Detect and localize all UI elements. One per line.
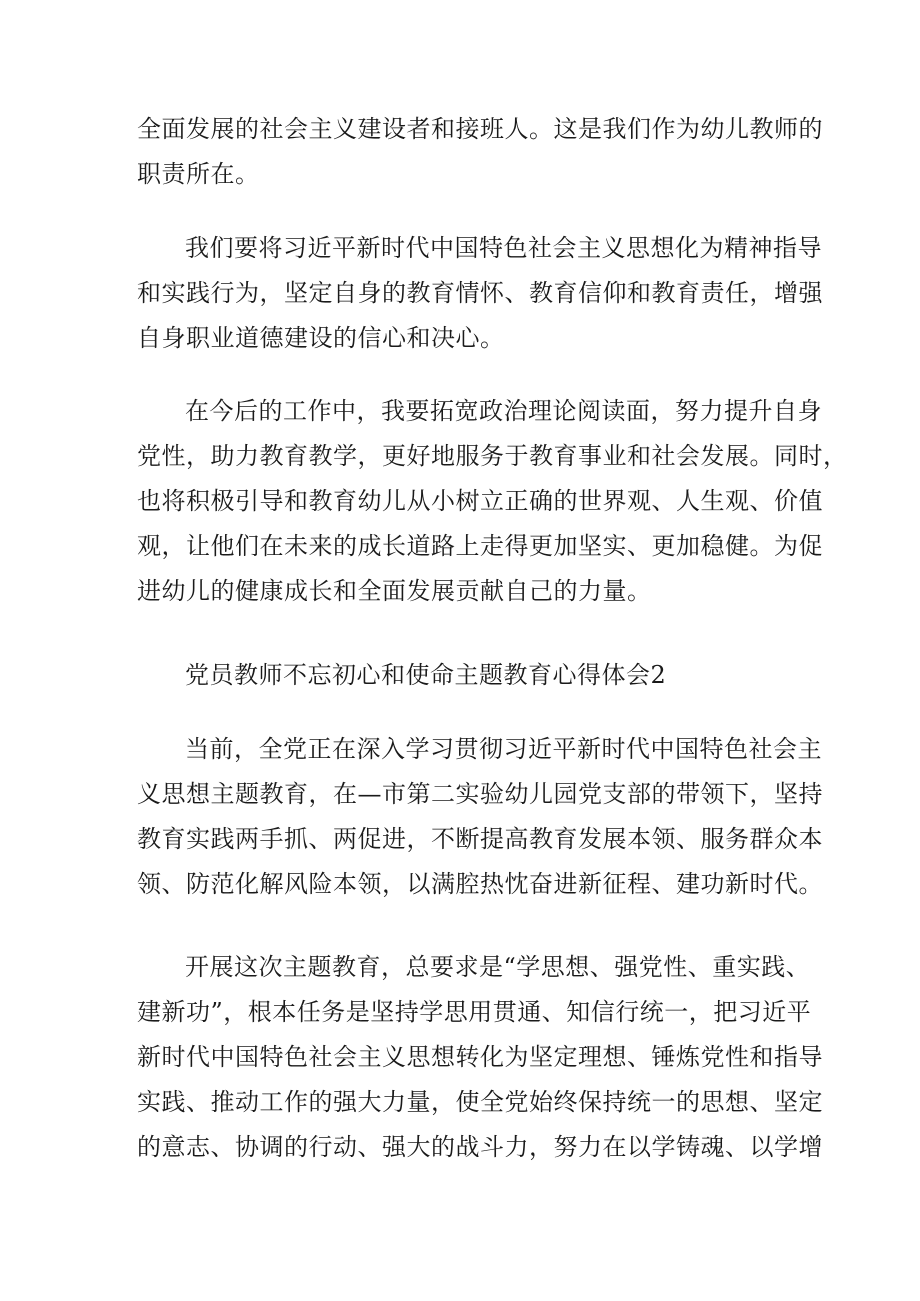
paragraph-line: 实践、推动工作的强大力量，使全党始终保持统一的思想、坚定 — [137, 1088, 823, 1116]
paragraph-line: 也将积极引导和教育幼儿从小树立正确的世界观、人生观、价值 — [137, 487, 823, 515]
paragraph-line: 自身职业道德建设的信心和决心。 — [137, 324, 505, 352]
paragraph-line: 领、防范化解风险本领，以满腔热忱奋进新征程、建功新时代。 — [137, 870, 823, 898]
paragraph-line: 观，让他们在未来的成长道路上走得更加坚实、更加稳健。为促 — [137, 532, 823, 560]
paragraph-line: 和实践行为，坚定自身的教育情怀、教育信仰和教育责任，增强 — [137, 279, 823, 307]
paragraph-line: 我们要将习近平新时代中国特色社会主义思想化为精神指导 — [185, 234, 822, 262]
paragraph-line: 当前，全党正在深入学习贯彻习近平新时代中国特色社会主 — [185, 735, 822, 763]
paragraph-line: 在今后的工作中，我要拓宽政治理论阅读面，努力提升自身 — [185, 397, 822, 425]
section-heading — [137, 653, 785, 698]
paragraph-line: 全面发展的社会主义建设者和接班人。这是我们作为幼儿教师的 — [137, 115, 823, 143]
paragraph-1 — [137, 107, 823, 197]
paragraph-line: 教育实践两手抓、两促进，不断提高教育发展本领、服务群众本 — [137, 825, 823, 853]
paragraph-line: 义思想主题教育，在—市第二实验幼儿园党支部的带领下，坚持 — [137, 780, 823, 808]
paragraph-line: 职责所在。 — [137, 160, 260, 188]
paragraph-line: 开展这次主题教育，总要求是“学思想、强党性、重实践、 — [185, 953, 811, 981]
section-heading-text: 党员教师不忘初心和使命主题教育心得体会2 — [185, 661, 667, 689]
paragraph-line: 新时代中国特色社会主义思想转化为坚定理想、锤炼党性和指导 — [137, 1043, 823, 1071]
paragraph-line: 党性，助力教育教学，更好地服务于教育事业和社会发展。同时， — [137, 442, 848, 470]
paragraph-5 — [137, 727, 823, 907]
paragraph-line: 进幼儿的健康成长和全面发展贡献自己的力量。 — [137, 577, 652, 605]
paragraph-line: 建新功”，根本任务是坚持学思用贯通、知信行统一，把习近平 — [137, 998, 812, 1026]
paragraph-line: 的意志、协调的行动、强大的战斗力，努力在以学铸魂、以学增 — [137, 1133, 823, 1161]
paragraph-6 — [137, 945, 823, 1170]
paragraph-2 — [137, 226, 823, 361]
paragraph-3 — [137, 389, 848, 614]
